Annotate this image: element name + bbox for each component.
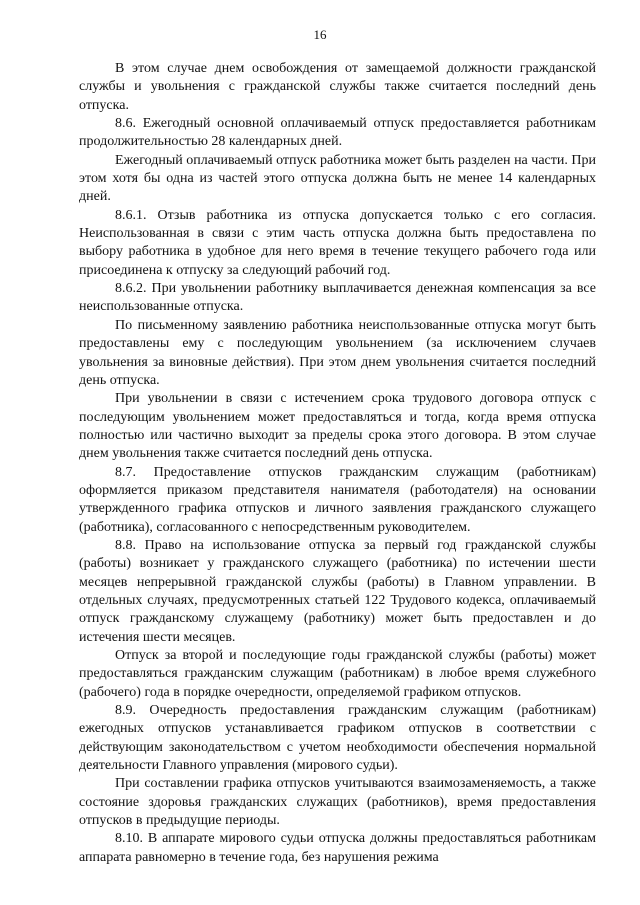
document-body (79, 60, 596, 867)
paragraph: 8.6.1. Отзыв работника из отпуска допускается только с его согласия. Неиспользованная в связи с этим часть отпуска должна быть предоставлена по выбору работника в удобное для него время в течение текущего рабочего года или присоединена к отпуску за следующий рабочий год. (79, 207, 596, 278)
paragraph: 8.6.2. При увольнении работнику выплачивается денежная компенсация за все неиспользованные отпуска. (79, 281, 596, 315)
paragraph: Отпуск за второй и последующие годы гражданской службы (работы) может предоставляться гражданским служащим (работникам) в любое время служебного (рабочего) года в порядке очередности, определяемой графиком отпусков. (79, 648, 596, 700)
paragraph: Ежегодный оплачиваемый отпуск работника может быть разделен на части. При этом хотя бы одна из частей этого отпуска должна быть не менее 14 календарных дней. (79, 152, 596, 205)
paragraph: При составлении графика отпусков учитываются взаимозаменяемость, а также состояние здоровья гражданских служащих (работников), время предоставления отпусков в предыдущие периоды. (79, 776, 596, 829)
paragraph: 8.8. Право на использование отпуска за первый год гражданской службы (работы) возникает у гражданского служащего (работника) по истечении шести месяцев непрерывной гражданской службы (работы) в Главном управлении. В отдельных случаях, предусмотренных статьей 122 Трудового кодекса, оплачиваемый отпуск гражданскому служащему (работнику) может быть предоставлен и до истечения шести месяцев. (79, 537, 596, 645)
paragraph: 8.9. Очередность предоставления гражданским служащим (работникам) ежегодных отпусков устанавливается графиком отпусков в соответствии с действующим законодательством с учетом необходимости обеспечения нормальной деятельности Главного управления (мирового судьи). (79, 703, 596, 774)
paragraph: В этом случае днем освобождения от замещаемой должности гражданской службы и увольнения с гражданской службы также считается последний день отпуска. (79, 61, 596, 113)
paragraph: 8.6. Ежегодный основной оплачиваемый отпуск предоставляется работникам продолжительностью 28 календарных дней. (79, 116, 596, 150)
page-number: 16 (313, 27, 327, 42)
paragraph: 8.7. Предоставление отпусков гражданским служащим (работникам) оформляется приказом представителя нанимателя (работодателя) на основании утвержденного графика отпусков и личного заявления гражданского служащего (работника), согласованного с непосредственным руководителем. (79, 464, 596, 535)
paragraph: При увольнении в связи с истечением срока трудового договора отпуск с последующим увольнением может предоставляться и тогда, когда время отпуска полностью или частично выходит за пределы срока этого договора. В этом случае днем увольнения также считается последний день отпуска. (79, 391, 596, 462)
paragraph: 8.10. В аппарате мирового судьи отпуска должны предоставляться работникам аппарата равномерно в течение года, без нарушения режима (79, 831, 596, 865)
paragraph: По письменному заявлению работника неиспользованные отпуска могут быть предоставлены ему с последующим увольнением (за исключением случаев увольнения за виновные действия). При этом днем увольнения считается последний день отпуска. (79, 317, 596, 388)
